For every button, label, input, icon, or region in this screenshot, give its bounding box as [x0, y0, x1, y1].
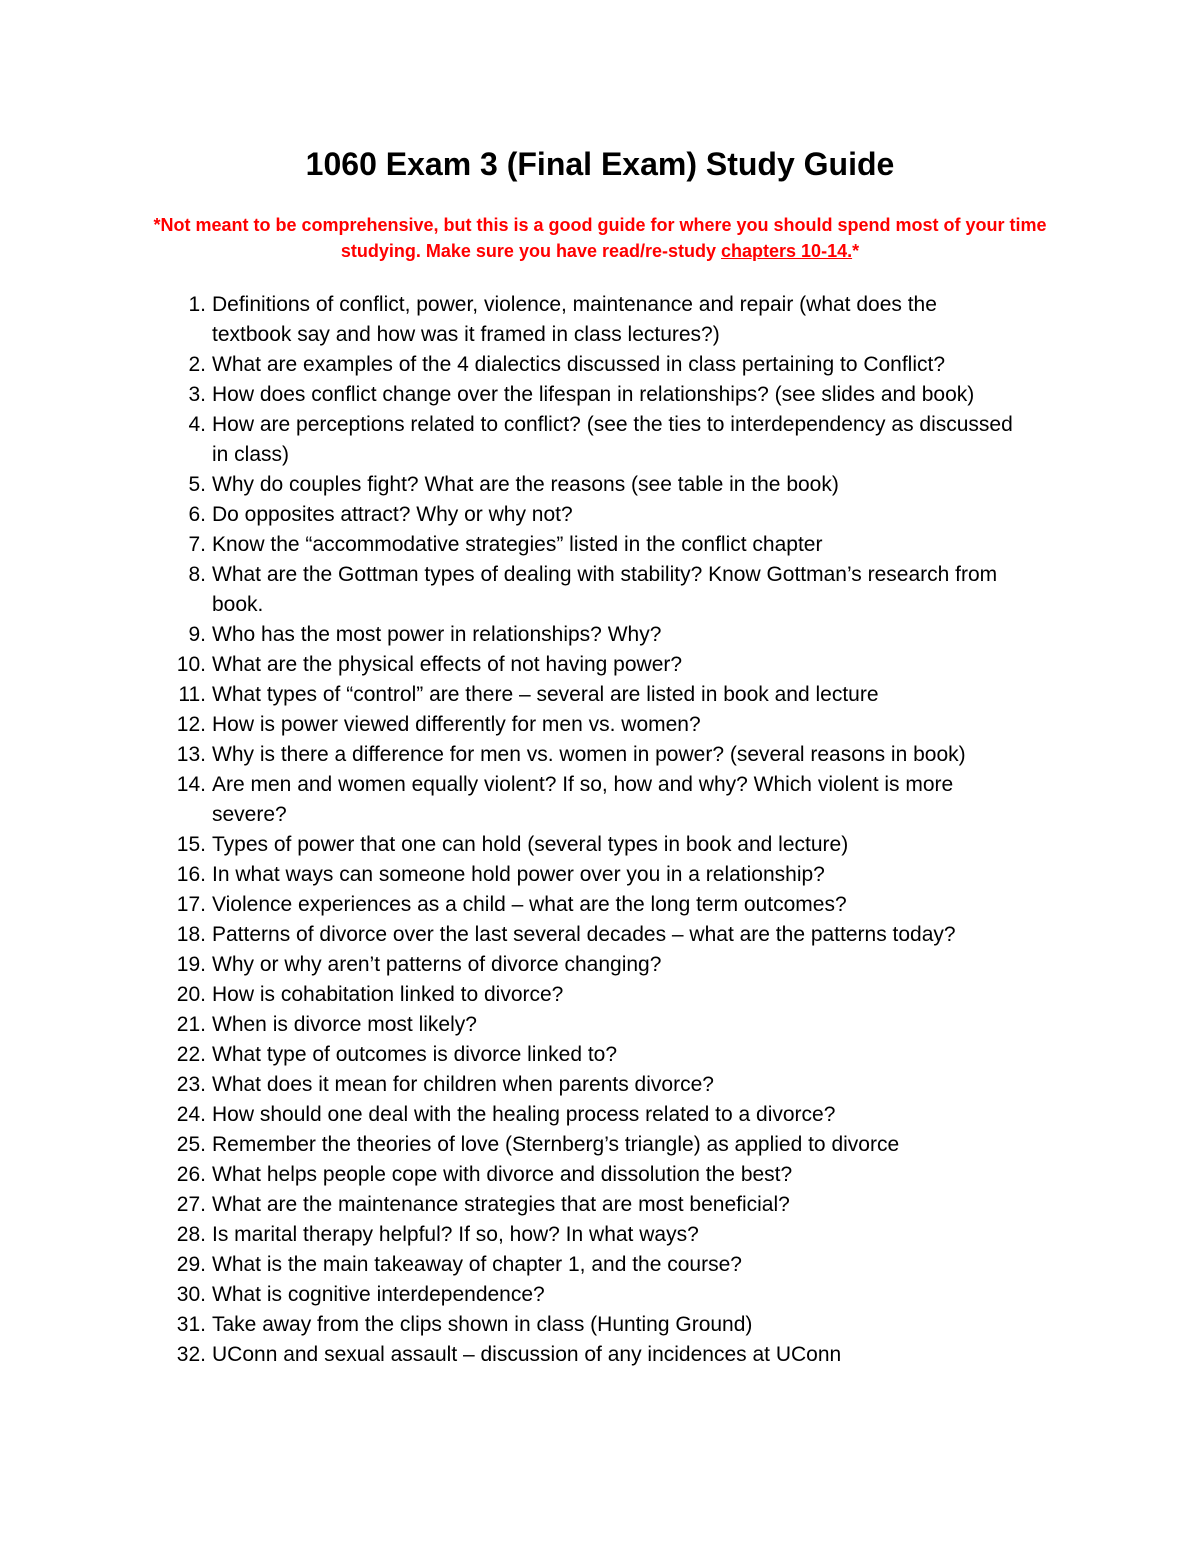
question-list: [0, 290, 1200, 1370]
list-item: [0, 860, 1022, 890]
list-item-number: 7.: [188, 533, 206, 556]
list-item-text: Is marital therapy helpful? If so, how? In what ways?: [212, 1223, 699, 1246]
list-item: [0, 1250, 1022, 1280]
list-item-text: What are examples of the 4 dialectics discussed in class pertaining to Conflict?: [212, 353, 946, 376]
chapters-link: chapters 10-14.: [721, 241, 853, 261]
list-item: [0, 290, 1022, 350]
list-item-text: What types of “control” are there – several are listed in book and lecture: [212, 683, 879, 706]
list-item-text: Why or why aren’t patterns of divorce changing?: [212, 953, 662, 976]
list-item: [0, 380, 1022, 410]
study-note-text: *Not meant to be comprehensive, but this is a good guide for where you should spend most of your time studying. Make sure you have read/re-study: [153, 215, 1047, 261]
list-item-number: 26.: [176, 1163, 206, 1186]
list-item: [0, 1310, 1022, 1340]
list-item-number: 25.: [176, 1133, 206, 1156]
list-item-number: 30.: [176, 1283, 206, 1306]
list-item-text: How is power viewed differently for men vs. women?: [212, 713, 701, 736]
list-item-text: How does conflict change over the lifespan in relationships? (see slides and book): [212, 383, 975, 406]
list-item: [0, 1160, 1022, 1190]
list-item-text: UConn and sexual assault – discussion of any incidences at UConn: [212, 1343, 842, 1366]
list-item-number: 24.: [176, 1103, 206, 1126]
list-item: [0, 1190, 1022, 1220]
list-item-number: 6.: [188, 503, 206, 526]
list-item-text: Patterns of divorce over the last several decades – what are the patterns today?: [212, 923, 956, 946]
list-item: [0, 1130, 1022, 1160]
list-item-number: 1.: [188, 293, 206, 316]
list-item-text: What is the main takeaway of chapter 1, and the course?: [212, 1253, 742, 1276]
list-item: [0, 980, 1022, 1010]
list-item-number: 5.: [188, 473, 206, 496]
list-item-text: How should one deal with the healing process related to a divorce?: [212, 1103, 836, 1126]
list-item: [0, 470, 1022, 500]
list-item: [0, 1040, 1022, 1070]
list-item: [0, 770, 1022, 830]
list-item-number: 15.: [176, 833, 206, 856]
list-item-text: What are the Gottman types of dealing with stability? Know Gottman’s research from book.: [212, 563, 998, 616]
list-item-number: 13.: [176, 743, 206, 766]
study-note-end: *: [852, 241, 860, 261]
list-item: [0, 650, 1022, 680]
list-item-text: What helps people cope with divorce and dissolution the best?: [212, 1163, 793, 1186]
list-item: [0, 710, 1022, 740]
page-title: 1060 Exam 3 (Final Exam) Study Guide: [305, 146, 895, 182]
list-item: [0, 500, 1022, 530]
list-item: [0, 1220, 1022, 1250]
list-item-text: Remember the theories of love (Sternberg’s triangle) as applied to divorce: [212, 1133, 900, 1156]
list-item-text: Know the “accommodative strategies” listed in the conflict chapter: [212, 533, 823, 556]
list-item: [0, 680, 1022, 710]
list-item: [0, 410, 1022, 470]
list-item-number: 28.: [176, 1223, 206, 1246]
list-item-text: Do opposites attract? Why or why not?: [212, 503, 573, 526]
list-item-text: Are men and women equally violent? If so, how and why? Which violent is more severe?: [212, 773, 954, 826]
list-item-text: How is cohabitation linked to divorce?: [212, 983, 564, 1006]
list-item: [0, 530, 1022, 560]
list-item-number: 17.: [176, 893, 206, 916]
list-item-text: Violence experiences as a child – what are the long term outcomes?: [212, 893, 847, 916]
list-item-number: 21.: [176, 1013, 206, 1036]
list-item-number: 11.: [178, 683, 206, 706]
list-item: [0, 740, 1022, 770]
list-item-text: Who has the most power in relationships? Why?: [212, 623, 662, 646]
list-item: [0, 950, 1022, 980]
list-item-number: 31.: [176, 1313, 206, 1336]
list-item-number: 16.: [176, 863, 206, 886]
list-item: [0, 1010, 1022, 1040]
list-item-text: In what ways can someone hold power over you in a relationship?: [212, 863, 825, 886]
list-item-number: 22.: [176, 1043, 206, 1066]
list-item: [0, 1340, 1022, 1370]
list-item-number: 3.: [188, 383, 206, 406]
list-item-number: 19.: [176, 953, 206, 976]
list-item-text: Why is there a difference for men vs. women in power? (several reasons in book): [212, 743, 966, 766]
list-item-number: 12.: [176, 713, 206, 736]
list-item-number: 4.: [188, 413, 206, 436]
list-item-text: What are the maintenance strategies that are most beneficial?: [212, 1193, 790, 1216]
list-item-text: How are perceptions related to conflict? (see the ties to interdependency as discussed in class): [212, 413, 1013, 466]
list-item-text: What is cognitive interdependence?: [212, 1283, 545, 1306]
list-item-text: What type of outcomes is divorce linked to?: [212, 1043, 618, 1066]
list-item-text: What are the physical effects of not having power?: [212, 653, 683, 676]
list-item-number: 20.: [176, 983, 206, 1006]
list-item: [0, 890, 1022, 920]
list-item-text: Why do couples fight? What are the reasons (see table in the book): [212, 473, 839, 496]
list-item: [0, 620, 1022, 650]
list-item-text: Definitions of conflict, power, violence, maintenance and repair (what does the textbook say and how was it framed in class lectures?): [212, 293, 937, 346]
list-item-number: 29.: [176, 1253, 206, 1276]
list-item-text: When is divorce most likely?: [212, 1013, 477, 1036]
list-item: [0, 1280, 1022, 1310]
list-item: [0, 920, 1022, 950]
list-item: [0, 560, 1022, 620]
list-item-number: 27.: [176, 1193, 206, 1216]
list-item: [0, 350, 1022, 380]
list-item: [0, 830, 1022, 860]
list-item-number: 9.: [188, 623, 206, 646]
list-item: [0, 1100, 1022, 1130]
list-item-text: Take away from the clips shown in class (Hunting Ground): [212, 1313, 753, 1336]
list-item-number: 8.: [188, 563, 206, 586]
list-item-number: 18.: [176, 923, 206, 946]
list-item-number: 2.: [188, 353, 206, 376]
list-item-text: What does it mean for children when parents divorce?: [212, 1073, 714, 1096]
list-item-text: Types of power that one can hold (several types in book and lecture): [212, 833, 849, 856]
list-item: [0, 1070, 1022, 1100]
list-item-number: 10.: [176, 653, 206, 676]
study-note: [140, 212, 1060, 264]
list-item-number: 14.: [176, 773, 206, 796]
list-item-number: 23.: [176, 1073, 206, 1096]
list-item-number: 32.: [176, 1343, 206, 1366]
